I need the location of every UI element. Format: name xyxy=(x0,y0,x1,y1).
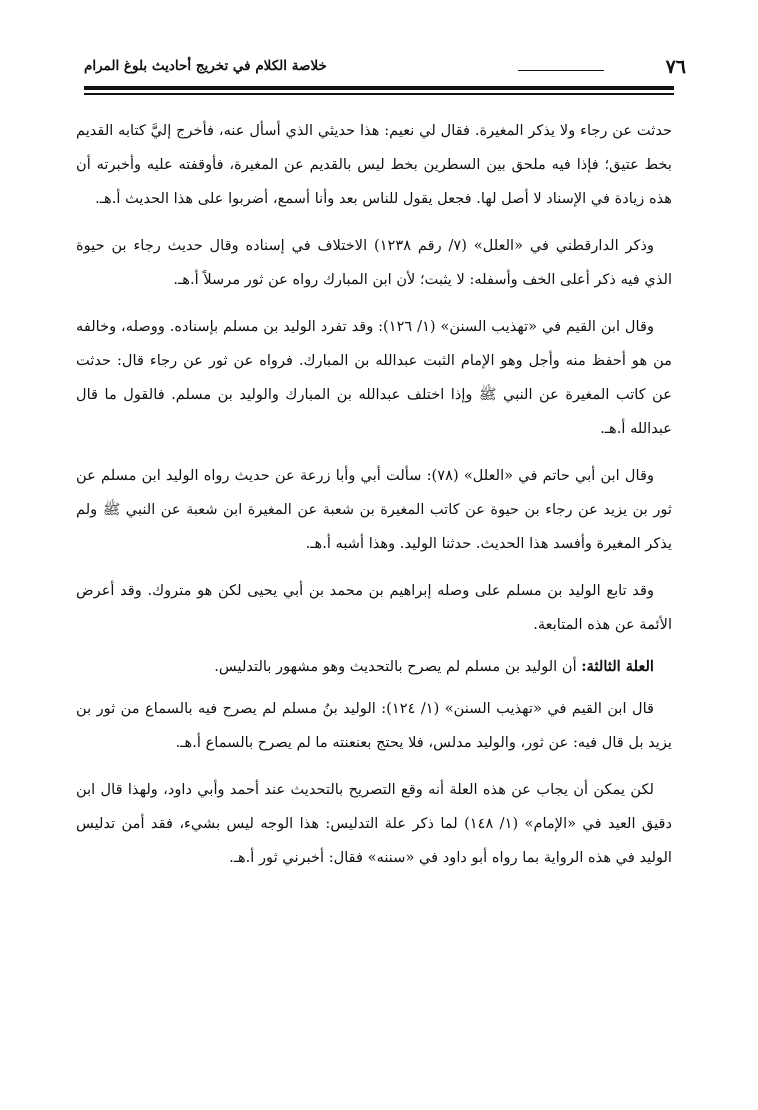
paragraph-text: قال ابن القيم في «تهذيب السنن» (١/ ١٢٤): الوليد بنُ مسلم لم يصرح فيه بالسماع من ثور بن يزيد بل قال فيه: عن ثور، والوليد مدلس، فلا يحتج بعنعنته ما لم يصرح بالسماع أ.هـ. xyxy=(76,700,672,751)
paragraph-text: وذكر الدارقطني في «العلل» (٧/ رقم ١٢٣٨) الاختلاف في إسناده وقال حديث رجاء بن حيوة الذي فيه ذكر أعلى الخف وأسفله: لا يثبت؛ لأن ابن المبارك رواه عن ثور مرسلاً أ.هـ. xyxy=(76,237,672,288)
paragraph-7 xyxy=(76,692,672,760)
paragraph-1 xyxy=(76,114,672,216)
paragraph-3 xyxy=(76,310,672,446)
running-title: خلاصة الكلام في تخريج أحاديث بلوغ المرام xyxy=(84,58,327,74)
paragraph-text: وقد تابع الوليد بن مسلم على وصله إبراهيم بن محمد بن أبي يحيى لكن هو متروك. وقد أعرض الأئمة عن هذه المتابعة. xyxy=(76,582,672,633)
paragraph-text: وقال ابن أبي حاتم في «العلل» (٧٨): سألت أبي وأبا زرعة عن حديث رواه الوليد ابن مسلم عن ثور بن يزيد عن رجاء بن حيوة عن كاتب المغيرة بن شعبة عن المغيرة ابن شعبة عن النبي ﷺ ولم يذكر المغيرة وأفسد هذا الحديث. حدثنا الوليد. وهذا أشبه أ.هـ. xyxy=(76,467,672,552)
paragraph-text: أن الوليد بن مسلم لم يصرح بالتحديث وهو مشهور بالتدليس. xyxy=(214,658,577,675)
paragraph-text: لكن يمكن أن يجاب عن هذه العلة أنه وقع التصريح بالتحديث عند أحمد وأبي داود، ولهذا قال ابن دقيق العيد في «الإمام» (١/ ١٤٨) لما ذكر علة التدليس: هذا الوجه ليس بشيء، فقد أمن تدليس الوليد في هذه الرواية بما رواه أبو داود في «سننه» فقال: أخبرني ثور أ.هـ. xyxy=(76,781,672,866)
page-number: ٧٦ xyxy=(665,56,686,78)
paragraph-8 xyxy=(76,773,672,875)
paragraph-2 xyxy=(76,229,672,297)
paragraph-text: وقال ابن القيم في «تهذيب السنن» (١/ ١٢٦): وقد تفرد الوليد بن مسلم بإسناده. ووصله، وخالفه من هو أحفظ منه وأجل وهو الإمام الثبت عبدالله بن المبارك. فرواه عن ثور عن رجاء قال: حدثت عن كاتب المغيرة عن النبي ﷺ وإذا اختلف عبدالله بن المبارك والوليد بن مسلم. فالقول ما قال عبدالله أ.هـ. xyxy=(76,318,672,437)
paragraph-text: حدثت عن رجاء ولا يذكر المغيرة. فقال لي نعيم: هذا حديثي الذي أسأل عنه، فأخرج إليَّ كتابه القديم بخط عتيق؛ فإذا فيه ملحق بين السطرين بخط ليس بالقديم عن المغيرة، فأوقفته عليه وأخبرته أن هذه زيادة في الإسناد لا أصل لها. فجعل يقول للناس بعد وأنا أسمع، أضربوا على هذا الحديث أ.هـ. xyxy=(76,122,672,207)
paragraph-4 xyxy=(76,459,672,561)
body-text xyxy=(76,114,672,888)
header-divider xyxy=(518,70,604,71)
paragraph-6 xyxy=(76,650,672,684)
paragraph-5 xyxy=(76,574,672,642)
paragraph-lead: العلة الثالثة: xyxy=(581,658,654,675)
page-header xyxy=(58,54,700,84)
header-rule-thin xyxy=(84,93,674,95)
header-rule-thick xyxy=(84,86,674,90)
